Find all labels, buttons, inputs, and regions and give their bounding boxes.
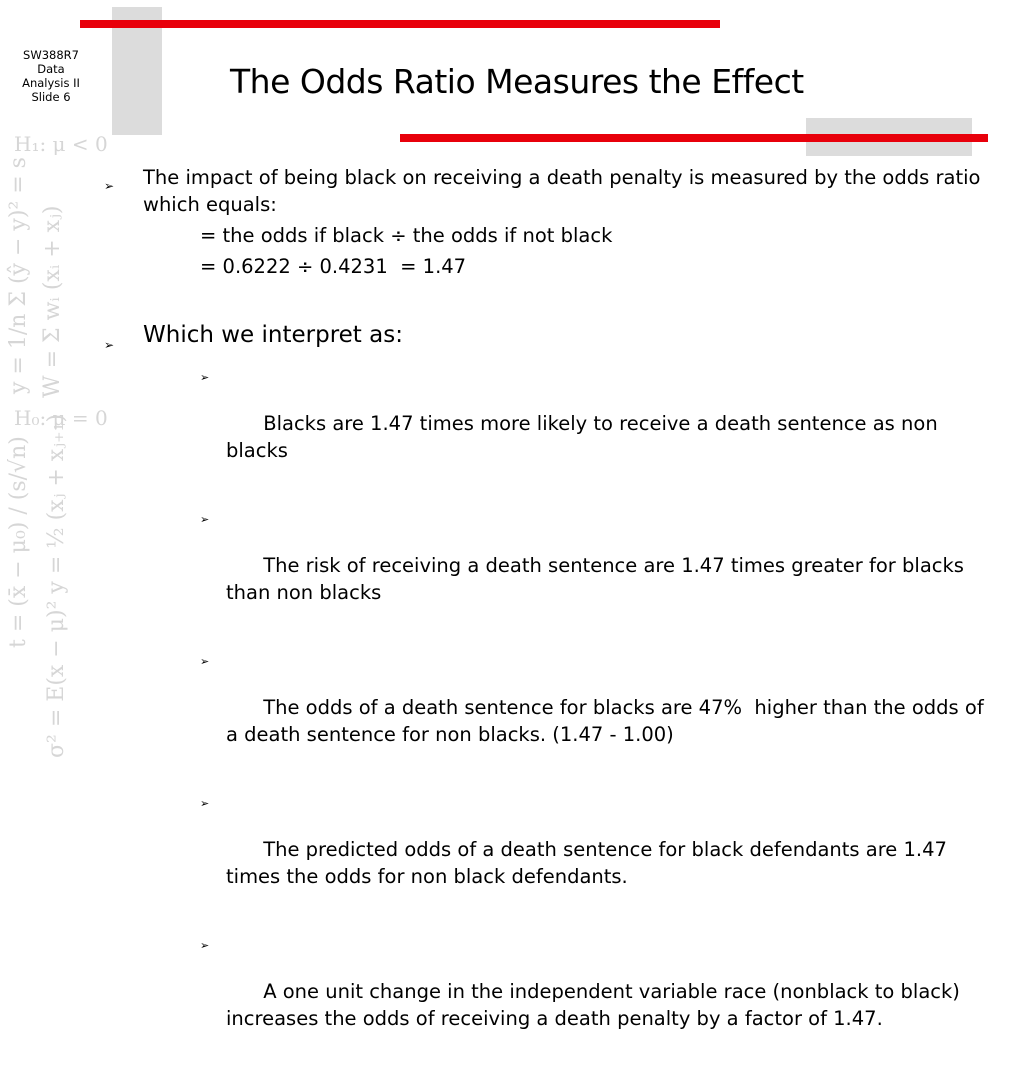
sub-bullet-text: The odds of a death sentence for blacks are 47% higher than the odds of a death sentence for non blacks. (1.47 - 1.00) [226,696,990,746]
bullet-text: Which we interpret as: [143,322,403,348]
bullet-odds-ratio-definition [104,164,984,218]
decor-red-line-top [80,20,720,28]
arrow-bullet-icon: ➢ [200,371,210,384]
arrow-bullet-icon: ➢ [200,513,210,526]
formula-line: = 0.6222 ÷ 0.4231 = 1.47 [200,255,467,278]
course-id-line: SW388R7 [23,48,79,62]
formula-h1: H₁: μ < 0 [14,132,108,156]
bullet-interpretation [104,320,984,350]
bullet-text: The impact of being black on receiving a death penalty is measured by the odds ratio which equals: [143,166,981,216]
formula-vertical-4: σ² = E(x − μ)² y = ½ (xⱼ + xⱼ₊₁) [44,413,69,758]
arrow-bullet-icon: ➢ [200,655,210,668]
interpretation-list [104,356,990,1059]
sub-bullet [200,356,984,491]
sub-bullet [200,924,984,1059]
arrow-bullet-icon: ➢ [104,338,115,352]
course-id-line: Data [37,62,65,76]
formula-h0: H₀: μ = 0 [14,406,108,430]
course-id-line: Analysis II [22,76,80,90]
formula-line: = the odds if black ÷ the odds if not black [200,224,613,247]
formula-vertical-3: t = (x̄ − μ₀) / (s/√n) [6,436,31,648]
sub-bullet-text: A one unit change in the independent variable race (nonblack to black) increases the odds of receiving a death penalty by a factor of 1.47. [226,980,967,1030]
sub-bullet [200,498,984,633]
sub-bullet [200,640,990,775]
sub-bullet [200,782,984,917]
arrow-bullet-icon: ➢ [200,797,210,810]
arrow-bullet-icon: ➢ [104,179,115,193]
formula-vertical-1: y = 1/n Σ (ŷ − y)² = s [6,157,31,394]
sub-bullet-text: The predicted odds of a death sentence for black defendants are 1.47 times the odds for non black defendants. [226,838,954,888]
course-id-line: Slide 6 [31,90,71,104]
slide-title: The Odds Ratio Measures the Effect [230,62,804,101]
sub-bullet-text: Blacks are 1.47 times more likely to receive a death sentence as non blacks [226,412,944,462]
slide-content [104,164,990,1066]
decor-red-line-bottom [400,134,988,142]
sub-bullet-text: The risk of receiving a death sentence are 1.47 times greater for blacks than non blacks [226,554,971,604]
formula-background-strip [0,128,108,768]
formula-vertical-2: W = Σ wᵢ (xᵢ + xⱼ) [40,205,65,398]
arrow-bullet-icon: ➢ [200,939,210,952]
course-id [10,48,92,104]
